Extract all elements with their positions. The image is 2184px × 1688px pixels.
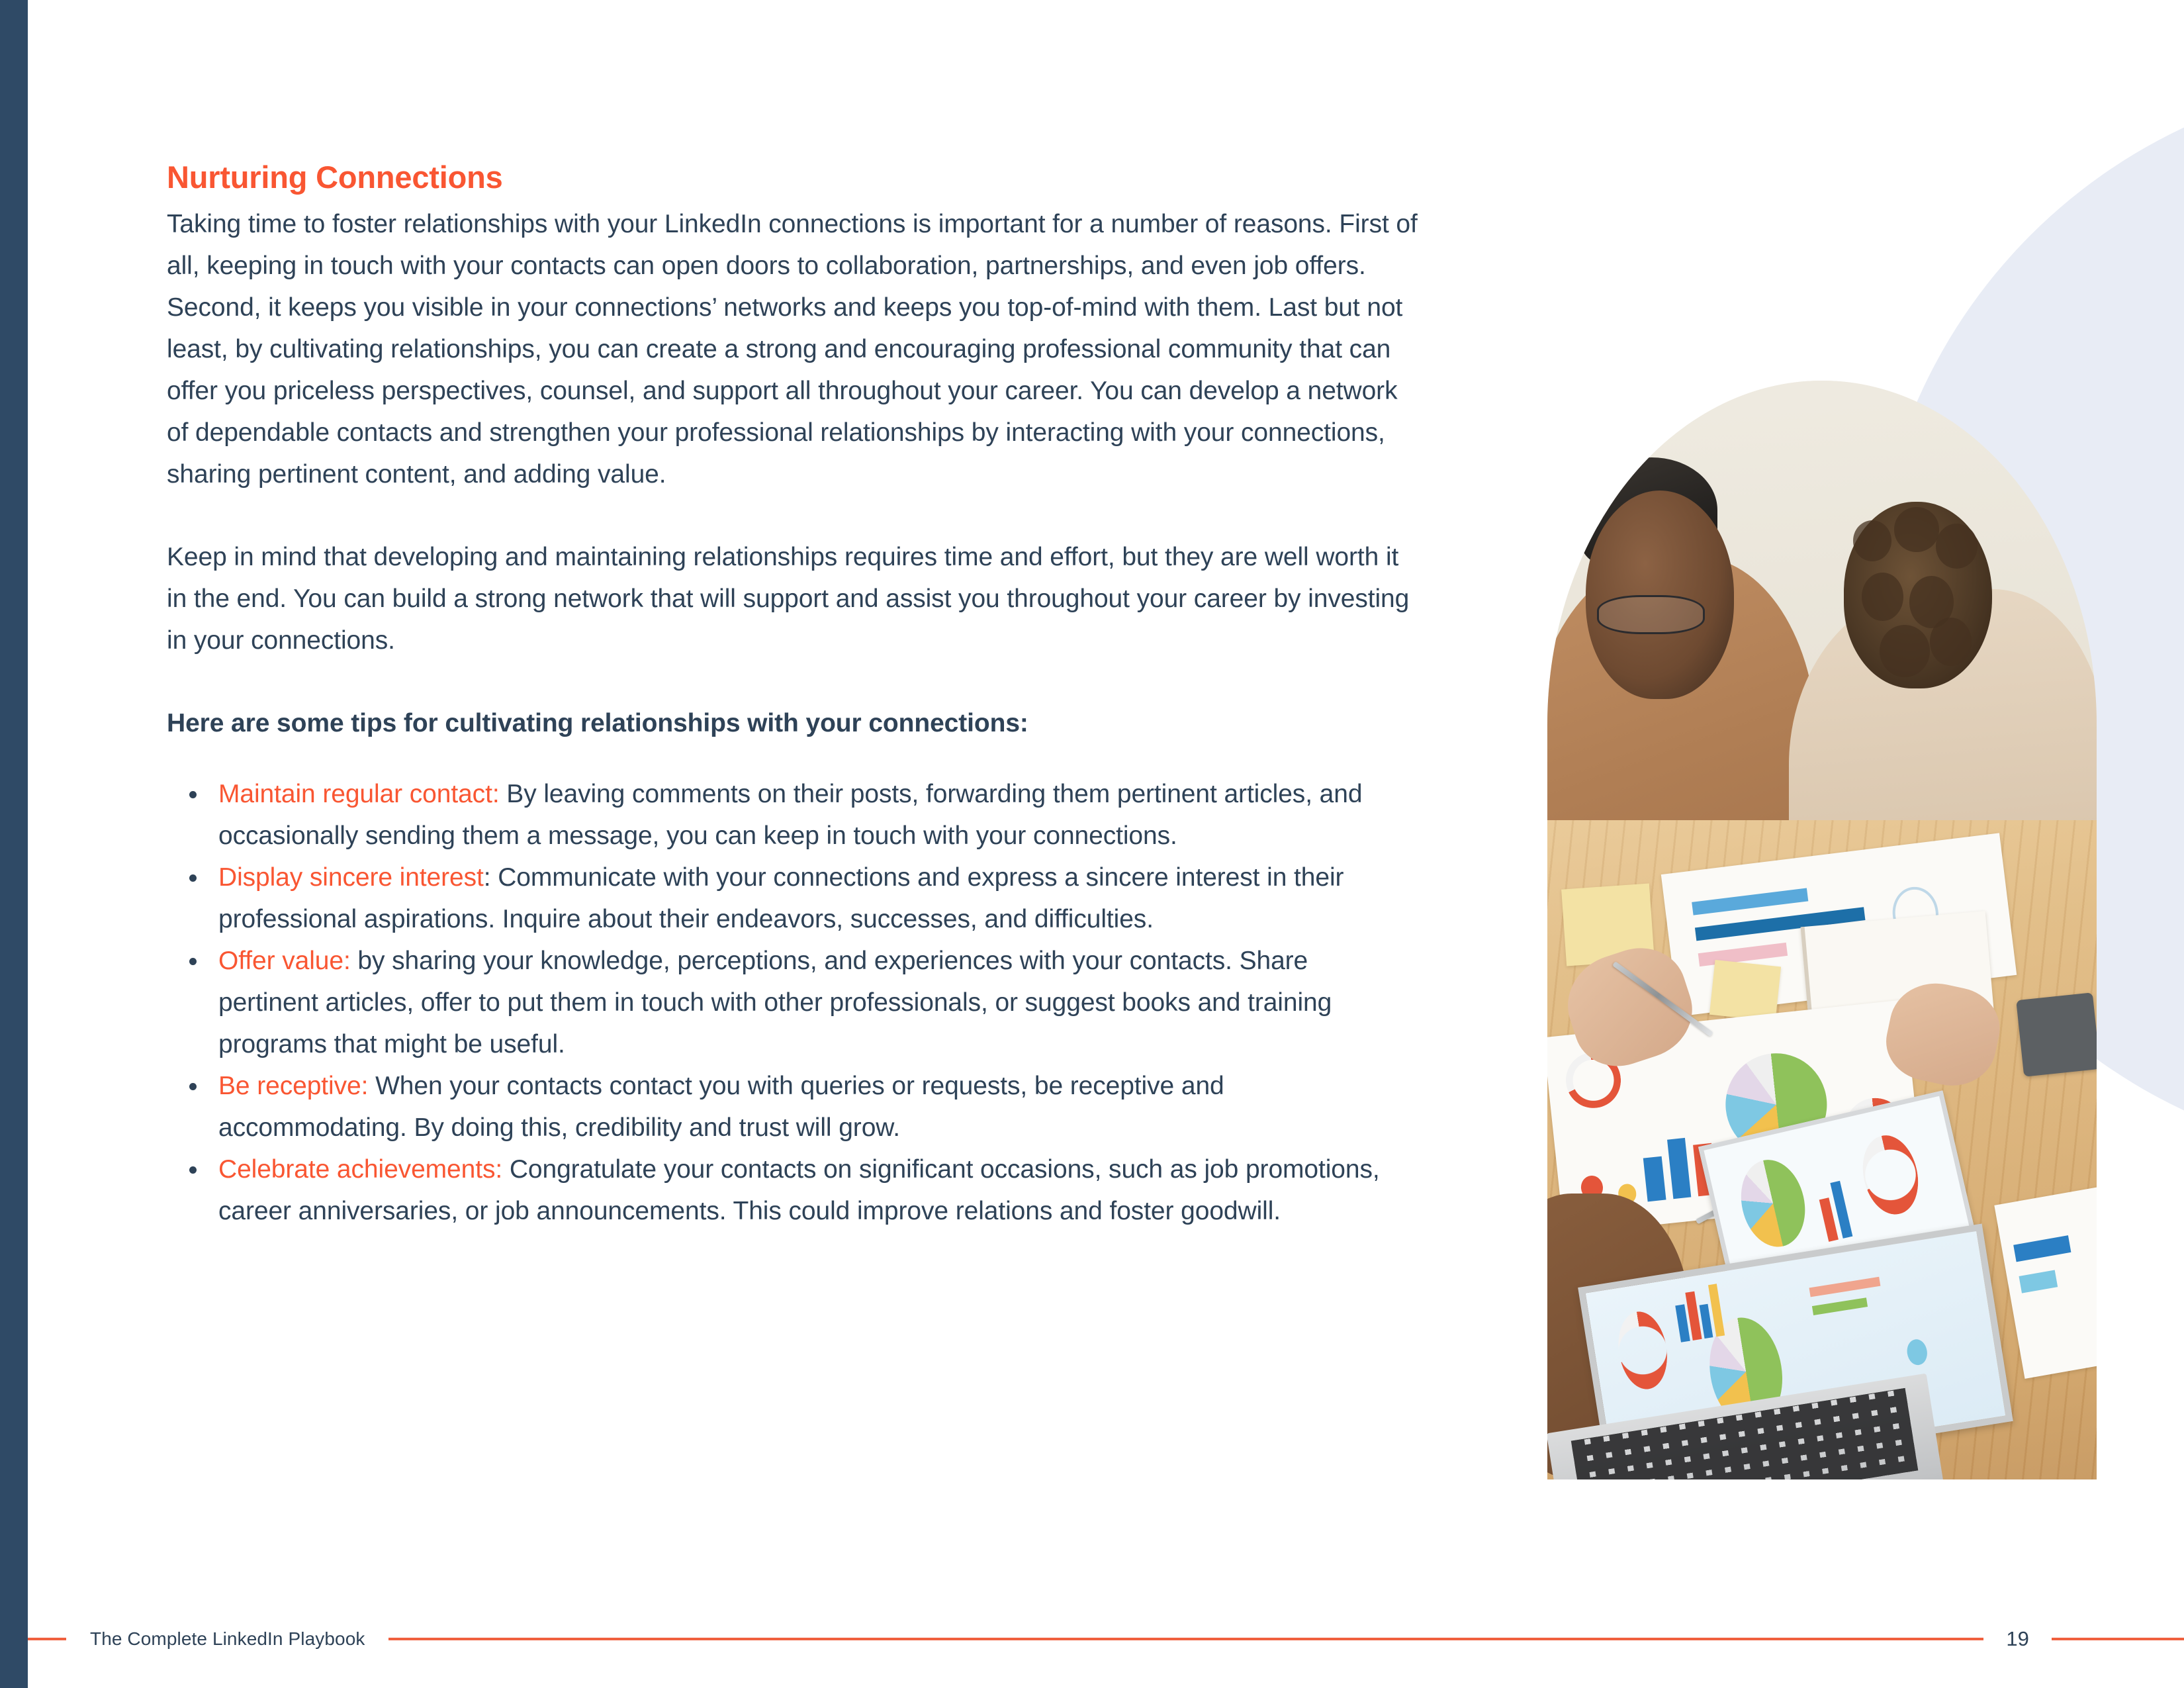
arch-photo-frame [1547,381,2097,1479]
bullet-dot-icon [189,1083,197,1090]
footer-title: The Complete LinkedIn Playbook [90,1628,365,1649]
tip-label: Celebrate achievements: [218,1155,503,1184]
photo-person-right-head [1844,502,1992,688]
tip-text: By leaving comments on their posts, forwarding them pertinent articles, and occasionally sending them a message, you can keep in touch with your connections. [218,780,1363,851]
bullet-dot-icon [189,1166,197,1174]
photo-sticky-note-mid [1709,960,1781,1021]
tip-text: When your contacts contact you with queries or requests, be receptive and accommodating. By doing this, credibility and trust will grow. [218,1072,1224,1143]
main-content-column [167,159,1424,1232]
photo-device-dark [2016,992,2097,1077]
tip-text: by sharing your knowledge, perceptions, and experiences with your contacts. Share pertinent articles, offer to put them in touch with other professionals, or suggest books and training programs that might be useful. [218,947,1332,1059]
paragraph-2: Keep in mind that developing and maintaining relationships requires time and effort, but they are well worth it in the end. You can build a strong network that will support and assist you throughout your career by investing in your connections. [167,543,1410,655]
list-item [167,1065,1414,1149]
footer-rule-left [28,1638,66,1640]
footer-rule-right [2052,1638,2184,1640]
list-item [167,1149,1414,1232]
bullet-dot-icon [189,958,197,965]
tips-list [167,773,1414,1232]
tip-label: Display sincere interest [218,863,484,892]
tip-label: Maintain regular contact: [218,780,500,809]
tip-text: : Communicate with your connections and express a sincere interest in their professional aspirations. Inquire about their endeavors, successes, and difficulties. [218,863,1344,934]
tip-text: Congratulate your contacts on significant occasions, such as job promotions, career anniversaries, or job announcements. This could improve relations and foster goodwill. [218,1155,1380,1226]
page-title: Nurturing Connections [167,160,503,195]
paragraph-1: Taking time to foster relationships with your LinkedIn connections is important for a number of reasons. First of all, keeping in touch with your contacts can open doors to collaboration, partnerships, and even job offers. Second, it keeps you visible in your connections’ networks and keeps you top-of-mind with them. Last but not least, by cultivating relationships, you can create a strong and encouraging professional community that can offer you priceless perspectives, counsel, and support all throughout your career. You can develop a network of dependable contacts and strengthen your professional relationships by interacting with your connections, sharing pertinent content, and adding value. [167,210,1418,489]
bullet-dot-icon [189,874,197,882]
left-edge-stripe [0,0,28,1688]
tips-lead-in: Here are some tips for cultivating relationships with your connections: [167,709,1028,738]
photo-person-left-glasses [1597,595,1706,634]
meeting-photo [1547,381,2097,1479]
page-number: 19 [2006,1627,2029,1650]
tip-label: Be receptive: [218,1072,369,1101]
bullet-dot-icon [189,791,197,798]
lead-in-spacer [167,661,1424,702]
footer-rule-middle [388,1638,1983,1640]
list-item [167,857,1414,940]
paragraph-spacer [167,495,1424,536]
tip-label: Offer value: [218,947,351,976]
list-item [167,940,1414,1065]
page-footer [28,1626,2184,1652]
list-item [167,773,1414,857]
